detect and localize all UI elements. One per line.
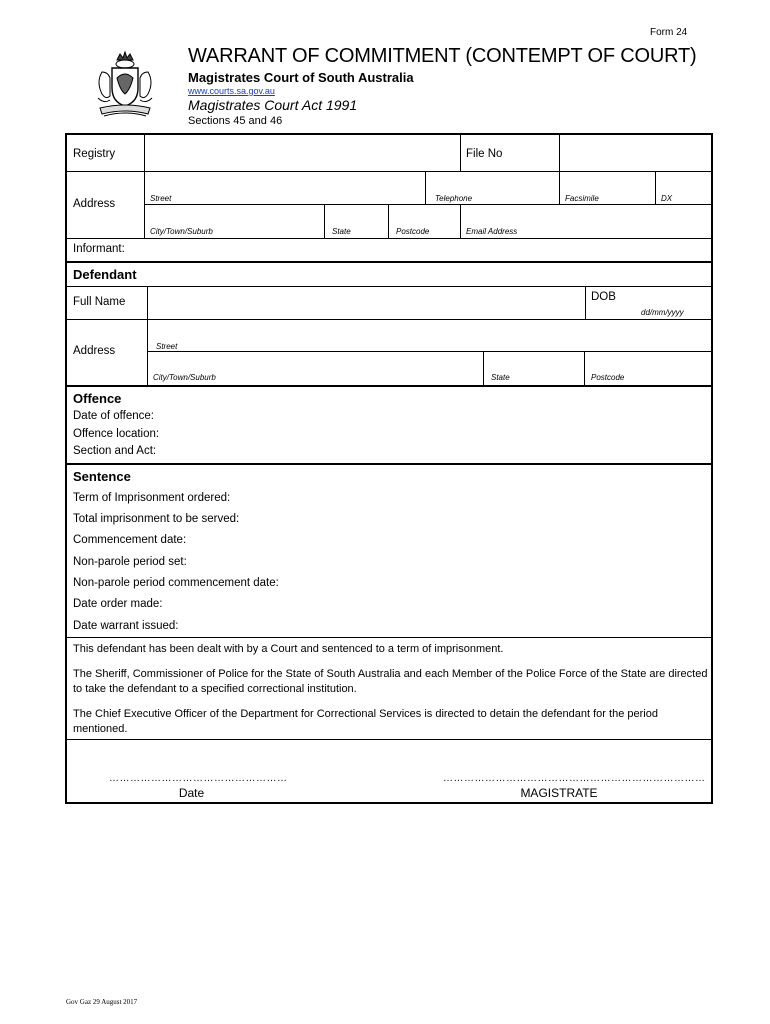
date-signature-label: Date xyxy=(178,786,205,800)
statement-sentenced: This defendant has been dealt with by a Court and sentenced to a term of imprisonment. xyxy=(73,643,504,655)
file-no-label: File No xyxy=(466,148,503,160)
file-no-field[interactable] xyxy=(560,135,713,170)
section-and-act-label: Section and Act: xyxy=(73,445,157,457)
commencement-date-label: Commencement date: xyxy=(73,534,187,546)
gazette-footer: Gov Gaz 29 August 2017 xyxy=(66,998,138,1006)
date-warrant-issued-label: Date warrant issued: xyxy=(73,620,179,632)
informant-field[interactable] xyxy=(137,239,711,261)
act-name: Magistrates Court Act 1991 xyxy=(188,97,358,113)
total-imprisonment-label: Total imprisonment to be served: xyxy=(73,513,240,525)
dob-field[interactable]: dd/mm/yyyy xyxy=(641,308,684,317)
non-parole-commencement-label: Non-parole period commencement date: xyxy=(73,577,279,589)
defendant-postcode-field[interactable]: Postcode xyxy=(591,373,625,382)
defendant-address-label: Address xyxy=(73,345,116,357)
court-name: Magistrates Court of South Australia xyxy=(188,70,414,85)
defendant-street-field[interactable]: Street xyxy=(156,342,178,351)
warrant-form xyxy=(65,133,713,804)
defendant-state-field[interactable]: State xyxy=(491,373,510,382)
registry-email-field[interactable]: Email Address xyxy=(466,227,518,236)
full-name-label: Full Name xyxy=(73,296,126,308)
registry-street-field[interactable]: Street xyxy=(150,194,172,203)
registry-state-field[interactable]: State xyxy=(332,227,351,236)
statement-direction-corrections: The Chief Executive Officer of the Department for Correctional Services is directed to detain the defendant for the period mentioned. xyxy=(73,708,658,735)
registry-telephone-field[interactable]: Telephone xyxy=(435,194,473,203)
sentence-heading: Sentence xyxy=(73,469,131,484)
registry-dx-field[interactable]: DX xyxy=(661,194,673,203)
date-signature-line[interactable]: …………………………………………… xyxy=(109,773,288,784)
registry-field[interactable] xyxy=(145,135,459,170)
offence-location-label: Offence location: xyxy=(73,428,160,440)
defendant-city-field[interactable]: City/Town/Suburb xyxy=(153,373,216,382)
registry-city-field[interactable]: City/Town/Suburb xyxy=(150,227,213,236)
registry-label: Registry xyxy=(73,148,116,160)
registry-postcode-field[interactable]: Postcode xyxy=(396,227,430,236)
court-website-link[interactable]: www.courts.sa.gov.au xyxy=(188,86,275,96)
magistrate-signature-line[interactable]: ………………………………………………………………… xyxy=(443,773,706,784)
statement-direction-police: The Sheriff, Commissioner of Police for the State of South Australia and each Member of the Police Force of the State are directed to take the defendant to a specified correctional institution. xyxy=(73,668,708,695)
registry-address-label: Address xyxy=(73,198,116,210)
act-sections: Sections 45 and 46 xyxy=(188,115,283,127)
non-parole-period-label: Non-parole period set: xyxy=(73,556,187,568)
full-name-field[interactable] xyxy=(148,287,584,318)
offence-heading: Offence xyxy=(73,391,122,406)
term-of-imprisonment-label: Term of Imprisonment ordered: xyxy=(73,492,231,504)
magistrate-signature-label: MAGISTRATE xyxy=(520,786,598,800)
registry-facsimile-field[interactable]: Facsimile xyxy=(565,194,599,203)
date-of-offence-label: Date of offence: xyxy=(73,410,154,422)
coat-of-arms-icon xyxy=(90,48,160,122)
informant-label: Informant: xyxy=(73,243,125,255)
form-number: Form 24 xyxy=(650,27,688,38)
dob-label: DOB xyxy=(591,291,616,303)
date-order-made-label: Date order made: xyxy=(73,598,163,610)
defendant-heading: Defendant xyxy=(73,267,137,282)
form-title: WARRANT OF COMMITMENT (CONTEMPT OF COURT) xyxy=(188,45,697,67)
